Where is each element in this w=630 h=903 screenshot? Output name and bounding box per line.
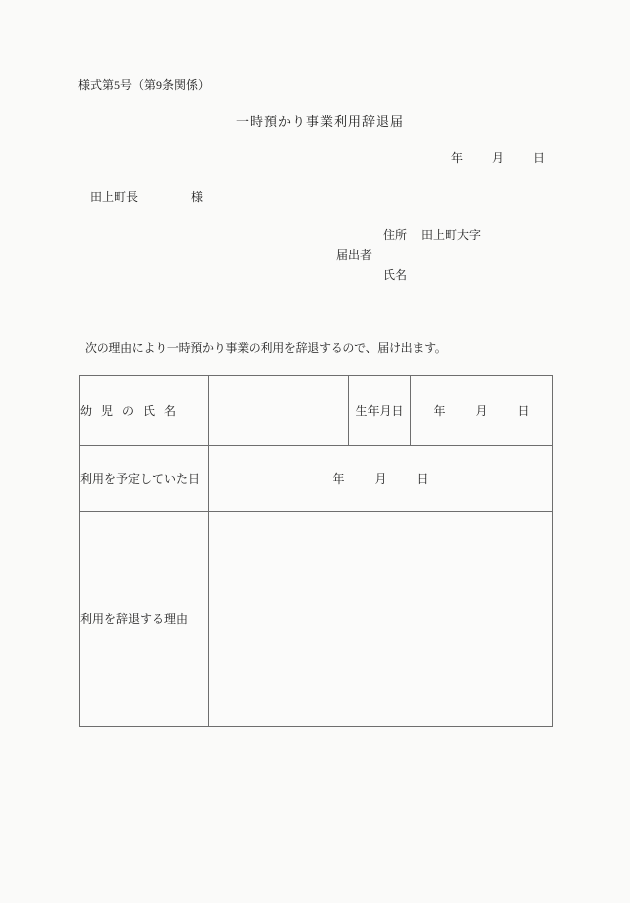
submission-date-line [451, 152, 545, 164]
month-label: 月 [475, 403, 488, 418]
planned-date-row [80, 446, 553, 512]
addressee-line [90, 191, 203, 203]
day-label: 日 [532, 151, 545, 165]
document-title: 一時預かり事業利用辞退届 [235, 114, 404, 129]
reason-row [80, 512, 553, 727]
reason-value-cell [209, 512, 553, 727]
birth-date-label-cell: 生年月日 [349, 376, 411, 446]
month-label: 月 [374, 471, 387, 486]
address-label: 住所 [383, 228, 408, 242]
year-label: 年 [450, 151, 463, 165]
form-number: 様式第5号（第9条関係） [78, 78, 211, 92]
planned-date-label-cell: 利用を予定していた日 [80, 446, 209, 512]
declarant-address-line [383, 229, 481, 241]
day-label: 日 [517, 403, 530, 418]
child-name-value-cell [209, 376, 349, 446]
child-name-label-cell: 幼児の氏名 [80, 376, 209, 446]
addressee-honorific: 様 [191, 190, 204, 204]
birth-date-value-cell [411, 376, 553, 446]
reason-label-cell: 利用を辞退する理由 [80, 512, 209, 727]
child-name-row [80, 376, 553, 446]
declarant-name-label: 氏名 [383, 268, 408, 282]
month-label: 月 [491, 151, 504, 165]
year-label: 年 [332, 471, 345, 486]
declarant-role-label: 届出者 [336, 248, 373, 262]
addressee-name: 田上町長 [90, 190, 139, 204]
day-label: 日 [416, 471, 429, 486]
body-sentence: 次の理由により一時預かり事業の利用を辞退するので、届け出ます。 [85, 341, 447, 355]
withdrawal-form-table [79, 375, 553, 727]
planned-date-value-cell [209, 446, 553, 512]
year-label: 年 [433, 403, 446, 418]
address-value: 田上町大字 [421, 228, 482, 242]
